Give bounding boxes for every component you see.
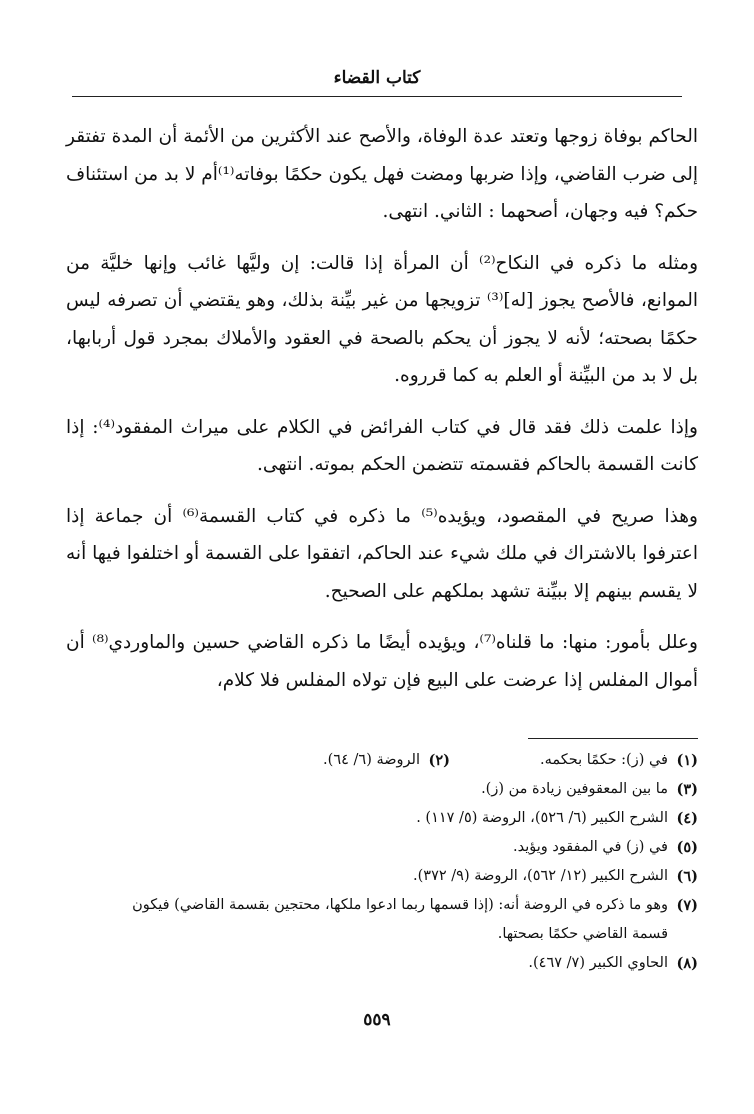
footnote-number: (٤)	[676, 810, 698, 827]
paragraph: وعلل بأمور: منها: ما قلناه⁽⁷⁾، ويؤيده أيضًا ما ذكره القاضي حسين والماوردي⁽⁸⁾ أن أموال المفلس إذا عرضت على البيع فإن تولاه المفلس فلا كلام،	[66, 632, 698, 691]
footnote-7-continuation: قسمة القاضي حكمًا بصحتها.	[497, 926, 668, 942]
footnote-text: الحاوي الكبير (٧/ ٤٦٧).	[528, 955, 668, 971]
footnote-text: الشرح الكبير (١٢/ ٥٦٢)، الروضة (٩/ ٣٧٢).	[413, 868, 668, 884]
footnote-number: (٧)	[676, 897, 698, 914]
footnote-text: الروضة (٦/ ٦٤).	[323, 752, 420, 768]
footnote-7	[66, 891, 698, 920]
paragraph: ومثله ما ذكره في النكاح⁽²⁾ أن المرأة إذا قالت: إن وليَّها غائب وإنها خليَّة من الموانع، فالأصح يجوز [له]⁽³⁾ تزويجها من غير بيِّنة بذلك، وهو يقتضي أن تصرفه ليس حكمًا بصحته؛ لأنه لا يجوز أن يحكم بالصحة في العقود والأملاك بمجرد قول أربابها، بل لا بد من البيِّنة أو العلم به كما قرروه.	[66, 252, 699, 386]
page-number: ٥٥٩	[363, 1010, 391, 1030]
footnote-3	[66, 775, 698, 804]
running-header: كتاب القضاء	[72, 68, 682, 97]
footnote-text: وهو ما ذكره في الروضة أنه: (إذا قسمها ربما ادعوا ملكها، محتجين بقسمة القاضي) فيكون	[132, 897, 668, 913]
footnote-number: (١)	[676, 752, 698, 769]
paragraph: وإذا علمت ذلك فقد قال في كتاب الفرائض في الكلام على ميراث المفقود⁽⁴⁾: إذا كانت القسمة بالحاكم فقسمته تتضمن الحكم بموته. انتهى.	[66, 416, 698, 475]
footnotes-divider	[528, 738, 698, 739]
footnote-number: (٨)	[676, 955, 698, 972]
footnote-text: الشرح الكبير (٦/ ٥٢٦)، الروضة (٥/ ١١٧) .	[416, 810, 668, 826]
footnote-8	[66, 949, 698, 978]
footnote-number: (٥)	[676, 839, 698, 856]
footnote-number: (٢)	[428, 752, 450, 769]
paragraph: وهذا صريح في المقصود، ويؤيده⁽⁵⁾ ما ذكره في كتاب القسمة⁽⁶⁾ أن جماعة إذا اعترفوا بالاشتراك في ملك شيء عند الحاكم، اتفقوا على القسمة أو اختلفوا فيها أنه لا يقسم بينهم إلا ببيِّنة تشهد بملكهم على الصحيح.	[66, 505, 698, 602]
footnote-1	[540, 746, 698, 775]
footnote-number: (٣)	[676, 781, 698, 798]
paragraph: الحاكم بوفاة زوجها وتعتد عدة الوفاة، والأصح عند الأكثرين من الأئمة أن المدة تفتقر إلى ضرب القاضي، وإذا ضربها ومضت فهل يكون حكمًا بوفاته⁽¹⁾أم لا بد من استئناف حكم؟ فيه وجهان، أصحهما : الثاني. انتهى.	[66, 126, 699, 222]
footnote-number: (٦)	[676, 868, 698, 885]
footnote-row	[66, 746, 698, 775]
footnote-4	[66, 804, 698, 833]
footnote-text: في (ز) في المفقود ويؤيد.	[512, 839, 668, 855]
footnote-5	[66, 833, 698, 862]
footnote-6	[66, 862, 698, 891]
footnote-text: ما بين المعقوفين زيادة من (ز).	[481, 781, 668, 797]
footnote-2	[323, 746, 450, 775]
main-text	[66, 118, 698, 713]
footnotes	[66, 746, 698, 978]
footnote-text: في (ز): حكمًا بحكمه.	[540, 752, 668, 768]
